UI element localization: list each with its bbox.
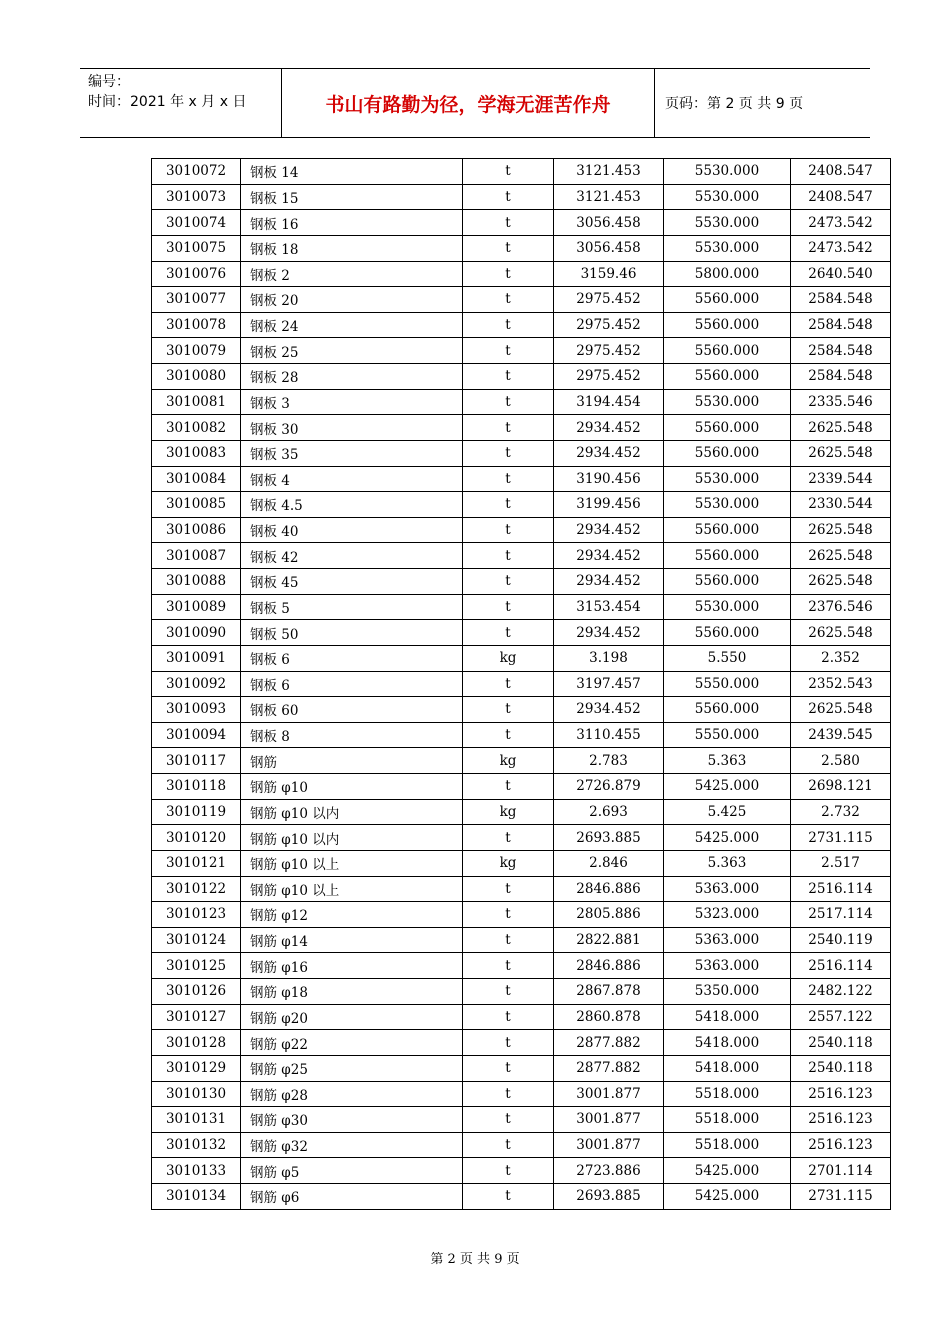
difference-cell: 2540.119 [791,927,891,953]
table-row [152,312,891,338]
material-name-cell: 钢板 3 [241,389,463,415]
table-row [152,210,891,236]
table-row [152,543,891,569]
material-code-cell: 3010092 [152,671,241,697]
unit-cell: t [463,261,554,287]
table-row [152,261,891,287]
material-name-cell: 钢板 28 [241,364,463,390]
table-row [152,1004,891,1030]
price-cell: 3153.454 [554,594,664,620]
price-cell: 2726.879 [554,774,664,800]
base-price-cell: 5.363 [664,748,791,774]
unit-cell: t [463,1004,554,1030]
difference-cell: 2408.547 [791,159,891,185]
difference-cell: 2439.545 [791,722,891,748]
price-cell: 2934.452 [554,440,664,466]
difference-cell: 2584.548 [791,364,891,390]
difference-cell: 2516.123 [791,1081,891,1107]
table-row [152,184,891,210]
material-name-cell: 钢筋 φ18 [241,979,463,1005]
base-price-cell: 5418.000 [664,1055,791,1081]
document-date-label: 时间：2021 年 x 月 x 日 [88,94,247,110]
material-name-cell: 钢板 42 [241,543,463,569]
price-cell: 2934.452 [554,697,664,723]
table-row [152,159,891,185]
material-name-cell: 钢板 6 [241,671,463,697]
unit-cell: t [463,1107,554,1133]
material-code-cell: 3010134 [152,1184,241,1210]
material-code-cell: 3010082 [152,415,241,441]
header-page-number: 页码：第 2 页 共 9 页 [665,96,804,112]
price-cell: 3001.877 [554,1081,664,1107]
base-price-cell: 5560.000 [664,338,791,364]
difference-cell: 2625.548 [791,543,891,569]
material-code-cell: 3010121 [152,850,241,876]
material-code-cell: 3010094 [152,722,241,748]
price-cell: 3056.458 [554,210,664,236]
material-code-cell: 3010129 [152,1055,241,1081]
difference-cell: 2516.123 [791,1107,891,1133]
table-row [152,287,891,313]
material-name-cell: 钢板 8 [241,722,463,748]
base-price-cell: 5.363 [664,850,791,876]
material-code-cell: 3010123 [152,902,241,928]
difference-cell: 2557.122 [791,1004,891,1030]
table-row [152,850,891,876]
price-cell: 3001.877 [554,1107,664,1133]
material-name-cell: 钢板 16 [241,210,463,236]
unit-cell: t [463,594,554,620]
table-row [152,799,891,825]
base-price-cell: 5530.000 [664,594,791,620]
material-code-cell: 3010081 [152,389,241,415]
difference-cell: 2335.546 [791,389,891,415]
material-code-cell: 3010079 [152,338,241,364]
price-cell: 2.693 [554,799,664,825]
material-code-cell: 3010133 [152,1158,241,1184]
base-price-cell: 5425.000 [664,1158,791,1184]
difference-cell: 2625.548 [791,697,891,723]
difference-cell: 2408.547 [791,184,891,210]
price-cell: 3.198 [554,645,664,671]
base-price-cell: 5363.000 [664,876,791,902]
page-footer: 第 2 页 共 9 页 [430,1252,520,1267]
table-row [152,466,891,492]
table-row [152,389,891,415]
base-price-cell: 5560.000 [664,440,791,466]
material-name-cell: 钢筋 φ10 [241,774,463,800]
unit-cell: t [463,1030,554,1056]
difference-cell: 2330.544 [791,492,891,518]
base-price-cell: 5.425 [664,799,791,825]
price-cell: 2975.452 [554,287,664,313]
price-cell: 3199.456 [554,492,664,518]
material-name-cell: 钢板 6 [241,645,463,671]
price-cell: 2877.882 [554,1030,664,1056]
material-name-cell: 钢筋 φ10 以内 [241,825,463,851]
price-cell: 2822.881 [554,927,664,953]
material-name-cell: 钢板 14 [241,159,463,185]
table-row [152,876,891,902]
material-name-cell: 钢筋 φ28 [241,1081,463,1107]
base-price-cell: 5560.000 [664,415,791,441]
base-price-cell: 5560.000 [664,364,791,390]
price-cell: 3056.458 [554,235,664,261]
base-price-cell: 5518.000 [664,1081,791,1107]
difference-cell: 2584.548 [791,312,891,338]
price-cell: 2975.452 [554,338,664,364]
table-row [152,953,891,979]
material-code-cell: 3010072 [152,159,241,185]
table-row [152,671,891,697]
price-cell: 2805.886 [554,902,664,928]
material-name-cell: 钢筋 φ32 [241,1132,463,1158]
base-price-cell: 5560.000 [664,543,791,569]
material-code-cell: 3010075 [152,235,241,261]
price-cell: 2723.886 [554,1158,664,1184]
price-cell: 2867.878 [554,979,664,1005]
difference-cell: 2516.114 [791,953,891,979]
material-name-cell: 钢筋 φ14 [241,927,463,953]
base-price-cell: 5425.000 [664,825,791,851]
price-cell: 2934.452 [554,517,664,543]
material-code-cell: 3010087 [152,543,241,569]
price-cell: 2934.452 [554,569,664,595]
material-name-cell: 钢板 25 [241,338,463,364]
material-code-cell: 3010089 [152,594,241,620]
table-row [152,1132,891,1158]
base-price-cell: 5550.000 [664,671,791,697]
difference-cell: 2517.114 [791,902,891,928]
material-code-cell: 3010130 [152,1081,241,1107]
price-cell: 2934.452 [554,543,664,569]
unit-cell: t [463,415,554,441]
base-price-cell: 5418.000 [664,1004,791,1030]
unit-cell: kg [463,850,554,876]
material-name-cell: 钢筋 φ16 [241,953,463,979]
table-row [152,235,891,261]
material-code-cell: 3010091 [152,645,241,671]
base-price-cell: 5560.000 [664,620,791,646]
table-row [152,440,891,466]
material-name-cell: 钢板 2 [241,261,463,287]
material-name-cell: 钢筋 φ20 [241,1004,463,1030]
difference-cell: 2584.548 [791,338,891,364]
table-row [152,364,891,390]
base-price-cell: 5530.000 [664,235,791,261]
unit-cell: kg [463,799,554,825]
difference-cell: 2.732 [791,799,891,825]
price-cell: 2.783 [554,748,664,774]
base-price-cell: 5363.000 [664,953,791,979]
difference-cell: 2625.548 [791,440,891,466]
price-cell: 2.846 [554,850,664,876]
table-row [152,517,891,543]
material-name-cell: 钢板 45 [241,569,463,595]
material-name-cell: 钢筋 φ10 以上 [241,850,463,876]
unit-cell: t [463,722,554,748]
base-price-cell: 5560.000 [664,569,791,595]
unit-cell: t [463,440,554,466]
price-cell: 2693.885 [554,825,664,851]
table-row [152,492,891,518]
material-name-cell: 钢筋 φ30 [241,1107,463,1133]
material-code-cell: 3010117 [152,748,241,774]
price-cell: 3121.453 [554,159,664,185]
table-body [152,159,891,1210]
material-name-cell: 钢板 35 [241,440,463,466]
table-row [152,927,891,953]
base-price-cell: 5560.000 [664,312,791,338]
unit-cell: t [463,287,554,313]
material-code-cell: 3010120 [152,825,241,851]
material-name-cell: 钢筋 φ12 [241,902,463,928]
table-row [152,1107,891,1133]
price-cell: 3001.877 [554,1132,664,1158]
table-row [152,1158,891,1184]
difference-cell: 2701.114 [791,1158,891,1184]
material-name-cell: 钢板 4.5 [241,492,463,518]
material-code-cell: 3010125 [152,953,241,979]
unit-cell: t [463,620,554,646]
difference-cell: 2473.542 [791,235,891,261]
material-name-cell: 钢板 40 [241,517,463,543]
table-row [152,722,891,748]
price-cell: 2975.452 [554,312,664,338]
material-code-cell: 3010124 [152,927,241,953]
price-cell: 2860.878 [554,1004,664,1030]
price-cell: 2975.452 [554,364,664,390]
material-name-cell: 钢筋 φ10 以内 [241,799,463,825]
base-price-cell: 5560.000 [664,517,791,543]
table-row [152,620,891,646]
unit-cell: t [463,184,554,210]
material-code-cell: 3010128 [152,1030,241,1056]
price-cell: 2934.452 [554,415,664,441]
unit-cell: t [463,389,554,415]
unit-cell: t [463,364,554,390]
table-row [152,1030,891,1056]
material-code-cell: 3010083 [152,440,241,466]
material-name-cell: 钢筋 [241,748,463,774]
difference-cell: 2584.548 [791,287,891,313]
material-name-cell: 钢板 30 [241,415,463,441]
material-name-cell: 钢板 50 [241,620,463,646]
price-cell: 2934.452 [554,620,664,646]
unit-cell: t [463,312,554,338]
difference-cell: 2482.122 [791,979,891,1005]
base-price-cell: 5518.000 [664,1132,791,1158]
material-code-cell: 3010074 [152,210,241,236]
unit-cell: t [463,825,554,851]
base-price-cell: 5363.000 [664,927,791,953]
table-row [152,645,891,671]
material-code-cell: 3010085 [152,492,241,518]
header-meta [80,69,282,137]
base-price-cell: 5530.000 [664,184,791,210]
material-price-table [151,158,891,1210]
difference-cell: 2376.546 [791,594,891,620]
unit-cell: t [463,159,554,185]
price-cell: 3121.453 [554,184,664,210]
material-code-cell: 3010118 [152,774,241,800]
difference-cell: 2698.121 [791,774,891,800]
unit-cell: t [463,1081,554,1107]
material-name-cell: 钢筋 φ5 [241,1158,463,1184]
table-row [152,1055,891,1081]
difference-cell: 2625.548 [791,517,891,543]
material-name-cell: 钢板 20 [241,287,463,313]
base-price-cell: 5323.000 [664,902,791,928]
price-cell: 2846.886 [554,953,664,979]
unit-cell: kg [463,748,554,774]
unit-cell: t [463,569,554,595]
difference-cell: 2625.548 [791,620,891,646]
unit-cell: t [463,697,554,723]
base-price-cell: 5560.000 [664,287,791,313]
base-price-cell: 5530.000 [664,466,791,492]
price-cell: 2877.882 [554,1055,664,1081]
unit-cell: t [463,1132,554,1158]
material-code-cell: 3010131 [152,1107,241,1133]
base-price-cell: 5800.000 [664,261,791,287]
base-price-cell: 5350.000 [664,979,791,1005]
base-price-cell: 5425.000 [664,1184,791,1210]
unit-cell: t [463,927,554,953]
material-name-cell: 钢筋 φ25 [241,1055,463,1081]
table-row [152,1081,891,1107]
unit-cell: t [463,492,554,518]
difference-cell: 2339.544 [791,466,891,492]
material-name-cell: 钢板 24 [241,312,463,338]
material-code-cell: 3010122 [152,876,241,902]
unit-cell: t [463,1184,554,1210]
base-price-cell: 5550.000 [664,722,791,748]
unit-cell: t [463,235,554,261]
base-price-cell: 5418.000 [664,1030,791,1056]
material-name-cell: 钢板 15 [241,184,463,210]
difference-cell: 2.352 [791,645,891,671]
difference-cell: 2.517 [791,850,891,876]
material-code-cell: 3010077 [152,287,241,313]
base-price-cell: 5530.000 [664,492,791,518]
unit-cell: t [463,210,554,236]
material-code-cell: 3010084 [152,466,241,492]
base-price-cell: 5530.000 [664,389,791,415]
difference-cell: 2731.115 [791,1184,891,1210]
material-code-cell: 3010088 [152,569,241,595]
price-cell: 3194.454 [554,389,664,415]
difference-cell: 2352.543 [791,671,891,697]
table-row [152,748,891,774]
material-code-cell: 3010080 [152,364,241,390]
table-row [152,338,891,364]
difference-cell: 2731.115 [791,825,891,851]
material-code-cell: 3010090 [152,620,241,646]
price-cell: 3110.455 [554,722,664,748]
material-code-cell: 3010073 [152,184,241,210]
table-row [152,697,891,723]
material-name-cell: 钢筋 φ10 以上 [241,876,463,902]
material-name-cell: 钢板 5 [241,594,463,620]
difference-cell: 2625.548 [791,415,891,441]
material-code-cell: 3010132 [152,1132,241,1158]
table-row [152,594,891,620]
unit-cell: t [463,774,554,800]
material-name-cell: 钢筋 φ22 [241,1030,463,1056]
price-cell: 2846.886 [554,876,664,902]
price-cell: 3197.457 [554,671,664,697]
difference-cell: 2516.114 [791,876,891,902]
unit-cell: t [463,466,554,492]
unit-cell: t [463,338,554,364]
unit-cell: t [463,902,554,928]
price-cell: 2693.885 [554,1184,664,1210]
unit-cell: t [463,979,554,1005]
base-price-cell: 5.550 [664,645,791,671]
difference-cell: 2540.118 [791,1055,891,1081]
table-row [152,415,891,441]
document-number-label: 编号： [88,74,130,90]
difference-cell: 2.580 [791,748,891,774]
unit-cell: kg [463,645,554,671]
table-row [152,569,891,595]
unit-cell: t [463,1158,554,1184]
price-cell: 3190.456 [554,466,664,492]
unit-cell: t [463,671,554,697]
base-price-cell: 5425.000 [664,774,791,800]
difference-cell: 2473.542 [791,210,891,236]
material-code-cell: 3010078 [152,312,241,338]
unit-cell: t [463,517,554,543]
unit-cell: t [463,1055,554,1081]
table-row [152,825,891,851]
base-price-cell: 5530.000 [664,210,791,236]
base-price-cell: 5530.000 [664,159,791,185]
material-name-cell: 钢板 18 [241,235,463,261]
material-code-cell: 3010076 [152,261,241,287]
price-cell: 3159.46 [554,261,664,287]
unit-cell: t [463,876,554,902]
base-price-cell: 5560.000 [664,697,791,723]
table-row [152,902,891,928]
material-code-cell: 3010127 [152,1004,241,1030]
difference-cell: 2625.548 [791,569,891,595]
difference-cell: 2540.118 [791,1030,891,1056]
table-row [152,979,891,1005]
material-code-cell: 3010093 [152,697,241,723]
page-header [80,68,870,138]
header-motto: 书山有路勤为径，学海无涯苦作舟 [282,69,655,137]
material-name-cell: 钢板 4 [241,466,463,492]
difference-cell: 2516.123 [791,1132,891,1158]
table-row [152,774,891,800]
unit-cell: t [463,543,554,569]
material-name-cell: 钢筋 φ6 [241,1184,463,1210]
material-code-cell: 3010119 [152,799,241,825]
difference-cell: 2640.540 [791,261,891,287]
material-code-cell: 3010086 [152,517,241,543]
table-row [152,1184,891,1210]
unit-cell: t [463,953,554,979]
material-code-cell: 3010126 [152,979,241,1005]
material-name-cell: 钢板 60 [241,697,463,723]
base-price-cell: 5518.000 [664,1107,791,1133]
